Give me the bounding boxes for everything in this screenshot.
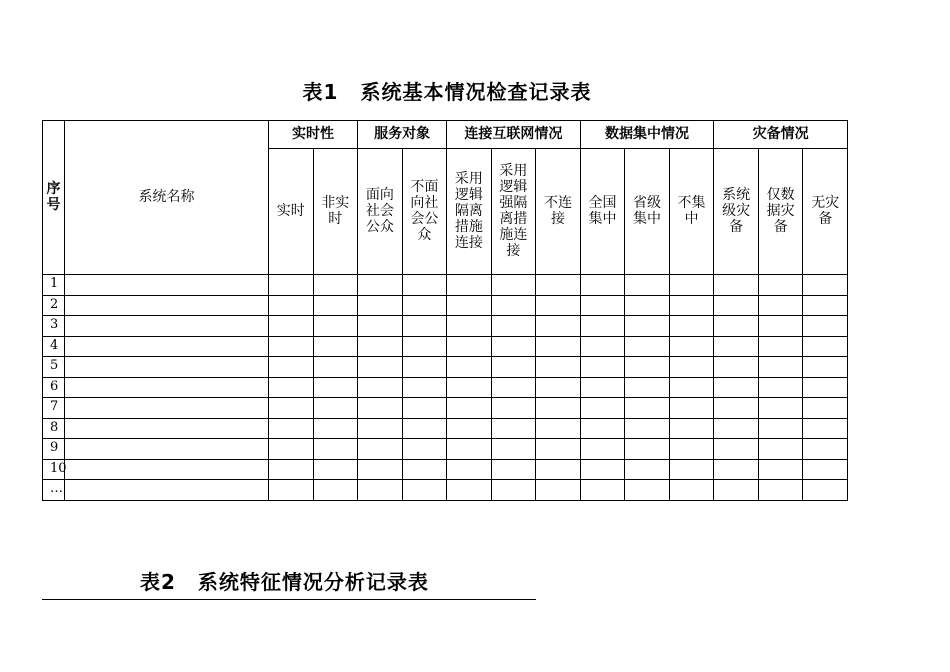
check-cell[interactable] <box>491 275 536 296</box>
check-cell[interactable] <box>536 398 581 419</box>
check-cell[interactable] <box>358 316 403 337</box>
check-cell[interactable] <box>758 377 803 398</box>
table-row <box>43 275 848 296</box>
check-cell[interactable] <box>714 398 759 419</box>
check-cell[interactable] <box>580 480 625 501</box>
check-cell[interactable] <box>313 377 358 398</box>
table-row <box>43 480 848 501</box>
sub-header-label: 全国 集中 <box>588 195 617 228</box>
check-cell[interactable] <box>803 418 848 439</box>
sub-header-label: 仅数 据灾 备 <box>766 187 795 236</box>
check-cell[interactable] <box>313 336 358 357</box>
check-cell[interactable] <box>536 295 581 316</box>
check-cell[interactable] <box>402 336 447 357</box>
check-cell[interactable] <box>313 295 358 316</box>
row-number: 7 <box>43 398 65 419</box>
check-cell[interactable] <box>758 398 803 419</box>
sub-header-label: 省级 集中 <box>633 195 662 228</box>
check-cell[interactable] <box>402 398 447 419</box>
check-cell[interactable] <box>402 295 447 316</box>
table-row <box>43 398 848 419</box>
row-number: 3 <box>43 316 65 337</box>
check-cell[interactable] <box>580 275 625 296</box>
check-cell[interactable] <box>803 398 848 419</box>
table2-title-number: 表2 <box>140 570 176 594</box>
check-cell[interactable] <box>313 418 358 439</box>
system-basic-info-table <box>42 120 848 501</box>
check-cell[interactable] <box>491 295 536 316</box>
check-cell[interactable] <box>269 357 314 378</box>
check-cell[interactable] <box>669 398 714 419</box>
sub-header-label: 实时 <box>276 203 305 220</box>
system-name-cell[interactable] <box>65 357 269 378</box>
check-cell[interactable] <box>536 357 581 378</box>
check-cell[interactable] <box>669 418 714 439</box>
check-cell[interactable] <box>269 480 314 501</box>
check-cell[interactable] <box>758 439 803 460</box>
system-name-cell[interactable] <box>65 316 269 337</box>
check-cell[interactable] <box>447 459 492 480</box>
sub-header-cell <box>447 149 492 275</box>
row-number: 8 <box>43 418 65 439</box>
system-name-cell[interactable] <box>65 398 269 419</box>
check-cell[interactable] <box>269 275 314 296</box>
sub-header-label: 采用 逻辑 强隔 离措 施连 接 <box>499 163 528 260</box>
check-cell[interactable] <box>313 357 358 378</box>
seq-header <box>43 121 65 275</box>
check-cell[interactable] <box>313 480 358 501</box>
sub-header-cell <box>714 149 759 275</box>
check-cell[interactable] <box>447 418 492 439</box>
check-cell[interactable] <box>580 295 625 316</box>
check-cell[interactable] <box>491 480 536 501</box>
sub-header-cell <box>803 149 848 275</box>
check-cell[interactable] <box>447 480 492 501</box>
group-header-realtime: 实时性 <box>269 121 358 149</box>
system-name-cell[interactable] <box>65 377 269 398</box>
check-cell[interactable] <box>402 377 447 398</box>
check-cell[interactable] <box>714 336 759 357</box>
check-cell[interactable] <box>536 418 581 439</box>
check-cell[interactable] <box>491 316 536 337</box>
check-cell[interactable] <box>669 480 714 501</box>
check-cell[interactable] <box>358 295 403 316</box>
check-cell[interactable] <box>536 459 581 480</box>
check-cell[interactable] <box>491 377 536 398</box>
check-cell[interactable] <box>313 398 358 419</box>
check-cell[interactable] <box>714 418 759 439</box>
row-number: 10 <box>43 459 65 480</box>
check-cell[interactable] <box>491 398 536 419</box>
sub-header-cell <box>491 149 536 275</box>
row-number: 5 <box>43 357 65 378</box>
check-cell[interactable] <box>447 336 492 357</box>
table-row <box>43 295 848 316</box>
check-cell[interactable] <box>758 316 803 337</box>
check-cell[interactable] <box>625 398 670 419</box>
sub-header-label: 不面 向社 会公 众 <box>410 179 439 244</box>
check-cell[interactable] <box>269 398 314 419</box>
table-row <box>43 316 848 337</box>
check-cell[interactable] <box>269 418 314 439</box>
row-number: 2 <box>43 295 65 316</box>
check-cell[interactable] <box>669 377 714 398</box>
check-cell[interactable] <box>358 398 403 419</box>
row-number: 6 <box>43 377 65 398</box>
check-cell[interactable] <box>669 295 714 316</box>
table1-title-number: 表1 <box>302 80 339 104</box>
check-cell[interactable] <box>313 439 358 460</box>
check-cell[interactable] <box>402 439 447 460</box>
check-cell[interactable] <box>313 316 358 337</box>
check-cell[interactable] <box>536 480 581 501</box>
check-cell[interactable] <box>803 295 848 316</box>
table1-title <box>0 76 894 105</box>
check-cell[interactable] <box>269 316 314 337</box>
check-cell[interactable] <box>269 377 314 398</box>
check-cell[interactable] <box>358 377 403 398</box>
check-cell[interactable] <box>491 459 536 480</box>
check-cell[interactable] <box>313 459 358 480</box>
check-cell[interactable] <box>269 336 314 357</box>
system-name-cell[interactable] <box>65 480 269 501</box>
check-cell[interactable] <box>758 459 803 480</box>
check-cell[interactable] <box>625 459 670 480</box>
check-cell[interactable] <box>625 377 670 398</box>
check-cell[interactable] <box>714 357 759 378</box>
check-cell[interactable] <box>402 418 447 439</box>
check-cell[interactable] <box>580 459 625 480</box>
table2-top-rule <box>42 599 536 600</box>
system-name-cell[interactable] <box>65 418 269 439</box>
check-cell[interactable] <box>447 357 492 378</box>
check-cell[interactable] <box>491 357 536 378</box>
check-cell[interactable] <box>758 480 803 501</box>
check-cell[interactable] <box>714 316 759 337</box>
system-name-cell[interactable] <box>65 275 269 296</box>
check-cell[interactable] <box>491 336 536 357</box>
sub-header-cell <box>402 149 447 275</box>
seq-header-label: 序 号 <box>46 181 61 214</box>
check-cell[interactable] <box>669 275 714 296</box>
system-name-cell[interactable] <box>65 439 269 460</box>
check-cell[interactable] <box>358 439 403 460</box>
check-cell[interactable] <box>758 418 803 439</box>
check-cell[interactable] <box>669 316 714 337</box>
table-row <box>43 336 848 357</box>
check-cell[interactable] <box>669 336 714 357</box>
check-cell[interactable] <box>758 275 803 296</box>
check-cell[interactable] <box>803 275 848 296</box>
check-cell[interactable] <box>714 275 759 296</box>
group-header-service-target: 服务对象 <box>358 121 447 149</box>
table-row <box>43 418 848 439</box>
check-cell[interactable] <box>536 336 581 357</box>
system-name-cell[interactable] <box>65 295 269 316</box>
sub-header-label: 非实 时 <box>321 195 350 228</box>
check-cell[interactable] <box>580 357 625 378</box>
check-cell[interactable] <box>803 459 848 480</box>
check-cell[interactable] <box>803 377 848 398</box>
check-cell[interactable] <box>625 418 670 439</box>
check-cell[interactable] <box>625 439 670 460</box>
check-cell[interactable] <box>580 418 625 439</box>
group-header-data-centralization: 数据集中情况 <box>580 121 714 149</box>
check-cell[interactable] <box>714 480 759 501</box>
table-row <box>43 357 848 378</box>
check-cell[interactable] <box>625 480 670 501</box>
sub-header-cell <box>580 149 625 275</box>
sub-header-cell <box>625 149 670 275</box>
check-cell[interactable] <box>269 439 314 460</box>
check-cell[interactable] <box>714 439 759 460</box>
sub-header-cell <box>358 149 403 275</box>
check-cell[interactable] <box>758 295 803 316</box>
check-cell[interactable] <box>447 439 492 460</box>
check-cell[interactable] <box>358 459 403 480</box>
check-cell[interactable] <box>669 459 714 480</box>
sub-header-label: 不连 接 <box>543 195 572 228</box>
system-name-header: 系统名称 <box>65 121 269 275</box>
check-cell[interactable] <box>758 336 803 357</box>
row-number: 4 <box>43 336 65 357</box>
check-cell[interactable] <box>580 439 625 460</box>
check-cell[interactable] <box>358 275 403 296</box>
row-number: … <box>43 480 65 501</box>
check-cell[interactable] <box>580 336 625 357</box>
check-cell[interactable] <box>625 295 670 316</box>
table2-title <box>140 566 429 595</box>
table1-title-text: 系统基本情况检查记录表 <box>360 80 592 104</box>
check-cell[interactable] <box>536 316 581 337</box>
row-number: 1 <box>43 275 65 296</box>
group-header-disaster-recovery: 灾备情况 <box>714 121 848 149</box>
table2-title-text: 系统特征情况分析记录表 <box>197 570 429 594</box>
system-name-cell[interactable] <box>65 336 269 357</box>
table-row <box>43 439 848 460</box>
sub-header-label: 面向 社会 公众 <box>365 187 394 236</box>
check-cell[interactable] <box>580 377 625 398</box>
group-header-row <box>43 121 848 149</box>
table-row <box>43 377 848 398</box>
check-cell[interactable] <box>269 459 314 480</box>
check-cell[interactable] <box>402 459 447 480</box>
check-cell[interactable] <box>580 398 625 419</box>
check-cell[interactable] <box>358 480 403 501</box>
check-cell[interactable] <box>758 357 803 378</box>
table-row <box>43 459 848 480</box>
group-header-internet-connection: 连接互联网情况 <box>447 121 581 149</box>
check-cell[interactable] <box>803 336 848 357</box>
check-cell[interactable] <box>669 439 714 460</box>
check-cell[interactable] <box>625 316 670 337</box>
check-cell[interactable] <box>536 275 581 296</box>
check-cell[interactable] <box>447 316 492 337</box>
check-cell[interactable] <box>402 316 447 337</box>
check-cell[interactable] <box>803 439 848 460</box>
sub-header-label: 系统 级灾 备 <box>722 187 751 236</box>
check-cell[interactable] <box>803 480 848 501</box>
check-cell[interactable] <box>625 336 670 357</box>
check-cell[interactable] <box>313 275 358 296</box>
check-cell[interactable] <box>402 275 447 296</box>
check-cell[interactable] <box>669 357 714 378</box>
check-cell[interactable] <box>714 377 759 398</box>
check-cell[interactable] <box>358 336 403 357</box>
check-cell[interactable] <box>536 377 581 398</box>
check-cell[interactable] <box>714 459 759 480</box>
sub-header-cell <box>758 149 803 275</box>
check-cell[interactable] <box>580 316 625 337</box>
check-cell[interactable] <box>491 439 536 460</box>
system-name-cell[interactable] <box>65 459 269 480</box>
sub-header-cell <box>269 149 314 275</box>
check-cell[interactable] <box>269 295 314 316</box>
check-cell[interactable] <box>402 480 447 501</box>
check-cell[interactable] <box>625 275 670 296</box>
check-cell[interactable] <box>447 377 492 398</box>
check-cell[interactable] <box>358 357 403 378</box>
check-cell[interactable] <box>447 275 492 296</box>
check-cell[interactable] <box>491 418 536 439</box>
sub-header-label: 无灾 备 <box>811 195 840 228</box>
check-cell[interactable] <box>803 316 848 337</box>
check-cell[interactable] <box>625 357 670 378</box>
sub-header-cell <box>669 149 714 275</box>
sub-header-cell <box>536 149 581 275</box>
check-cell[interactable] <box>402 357 447 378</box>
check-cell[interactable] <box>358 418 403 439</box>
check-cell[interactable] <box>714 295 759 316</box>
check-cell[interactable] <box>447 295 492 316</box>
row-number: 9 <box>43 439 65 460</box>
check-cell[interactable] <box>803 357 848 378</box>
sub-header-cell <box>313 149 358 275</box>
check-cell[interactable] <box>536 439 581 460</box>
sub-header-label: 采用 逻辑 隔离 措施 连接 <box>454 171 483 252</box>
check-cell[interactable] <box>447 398 492 419</box>
sub-header-label: 不集 中 <box>677 195 706 228</box>
